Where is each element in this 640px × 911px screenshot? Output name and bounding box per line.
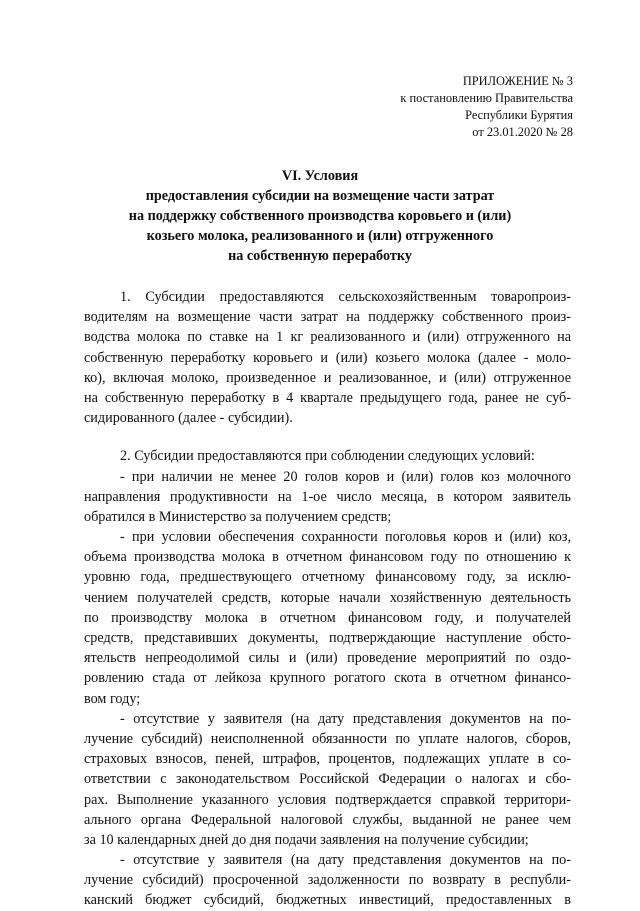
resolution-reference: к постановлению Правительства <box>400 91 573 105</box>
title-line: на собственную переработку <box>228 248 412 264</box>
text-line: - отсутствие у заявителя (на дату представления документов на по- <box>120 710 571 727</box>
text-line: 1. Субсидии предоставляются сельскохозяйственным товаропроиз- <box>120 289 571 305</box>
text-line: ровлению стада от лейкоза крупного рогатого скота в отчетном финансо- <box>84 670 571 687</box>
text-line: направления продуктивности на 1-ое число месяца, в котором заявитель <box>84 488 571 505</box>
text-line: - отсутствие у заявителя (на дату представления документов на по- <box>120 852 571 869</box>
text-line: канский бюджет субсидий, бюджетных инвестиций, предоставленных в <box>84 892 571 909</box>
document-header <box>400 73 573 141</box>
title-line: козьего молока, реализованного и (или) отгруженного <box>146 228 494 244</box>
appendix-number: ПРИЛОЖЕНИЕ № 3 <box>462 74 573 88</box>
title-line: на поддержку собственного производства коровьего и (или) <box>128 208 512 224</box>
text-line: по производству молока в отчетном финансовом году, и получателей <box>84 609 571 626</box>
republic-name: Республики Бурятия <box>465 108 573 122</box>
text-line: ального органа Федеральной налоговой службы, выданной не ранее чем <box>84 811 571 828</box>
text-line: собственную переработку коровьего и (или) козьего молока (далее - моло- <box>84 349 571 366</box>
text-line: чением получателей средств, которые начали хозяйственную деятельность <box>84 589 571 606</box>
text-line: объема производства молока в отчетном финансовом году по отношению к <box>84 549 571 566</box>
text-line: вом году; <box>84 690 141 707</box>
resolution-date: от 23.01.2020 № 28 <box>472 125 573 139</box>
text-line: ко), включая молоко, произведенное и реализованное, и (или) отгруженное <box>84 369 571 386</box>
paragraph-2 <box>84 446 571 910</box>
text-line: лучение субсидий) просроченной задолженности по возврату в республи- <box>84 872 571 889</box>
text-line: ответствии с законодательством Российской Федерации о налогах и сбо- <box>84 771 571 788</box>
text-line: уровню года, предшествующего отчетному финансовому году, за исклю- <box>84 569 571 586</box>
text-line: водителям на возмещение части затрат на поддержку собственного произ- <box>84 309 571 326</box>
text-line: - при условии обеспечения сохранности поголовья коров и (или) коз, <box>120 529 571 546</box>
text-line: обратился в Министерство за получением средств; <box>84 508 392 525</box>
section-title <box>60 166 580 266</box>
text-line: ятельств непреодолимой силы и (или) проведение мероприятий по оздо- <box>84 650 571 667</box>
paragraph-spacer <box>84 428 571 446</box>
text-line: сидированного (далее - субсидии). <box>84 410 293 427</box>
paragraph-1 <box>84 287 571 428</box>
text-line: за 10 календарных дней до дня подачи заявления на получение субсидии; <box>84 831 529 848</box>
text-line: 2. Субсидии предоставляются при соблюдении следующих условий: <box>120 448 535 465</box>
text-line: рах. Выполнение указанного условия подтверждается справкой территори- <box>84 791 571 808</box>
text-line: - при наличии не менее 20 голов коров и (или) голов коз молочного <box>120 468 571 485</box>
text-line: страховых взносов, пеней, штрафов, процентов, подлежащих уплате в со- <box>84 751 571 768</box>
document-body <box>84 287 571 911</box>
text-line: на собственную переработку в 4 квартале предыдущего года, ранее не суб- <box>84 389 571 406</box>
title-line: предоставления субсидии на возмещение части затрат <box>145 188 495 204</box>
text-line: средств, представивших документы, подтверждающие наступление обсто- <box>84 630 571 646</box>
text-line: лучение субсидий) неисполненной обязанности по уплате налогов, сборов, <box>84 730 571 747</box>
title-line: VI. Условия <box>281 168 359 184</box>
text-line: водства молока по ставке на 1 кг реализованного и (или) отгруженного на <box>84 329 571 346</box>
